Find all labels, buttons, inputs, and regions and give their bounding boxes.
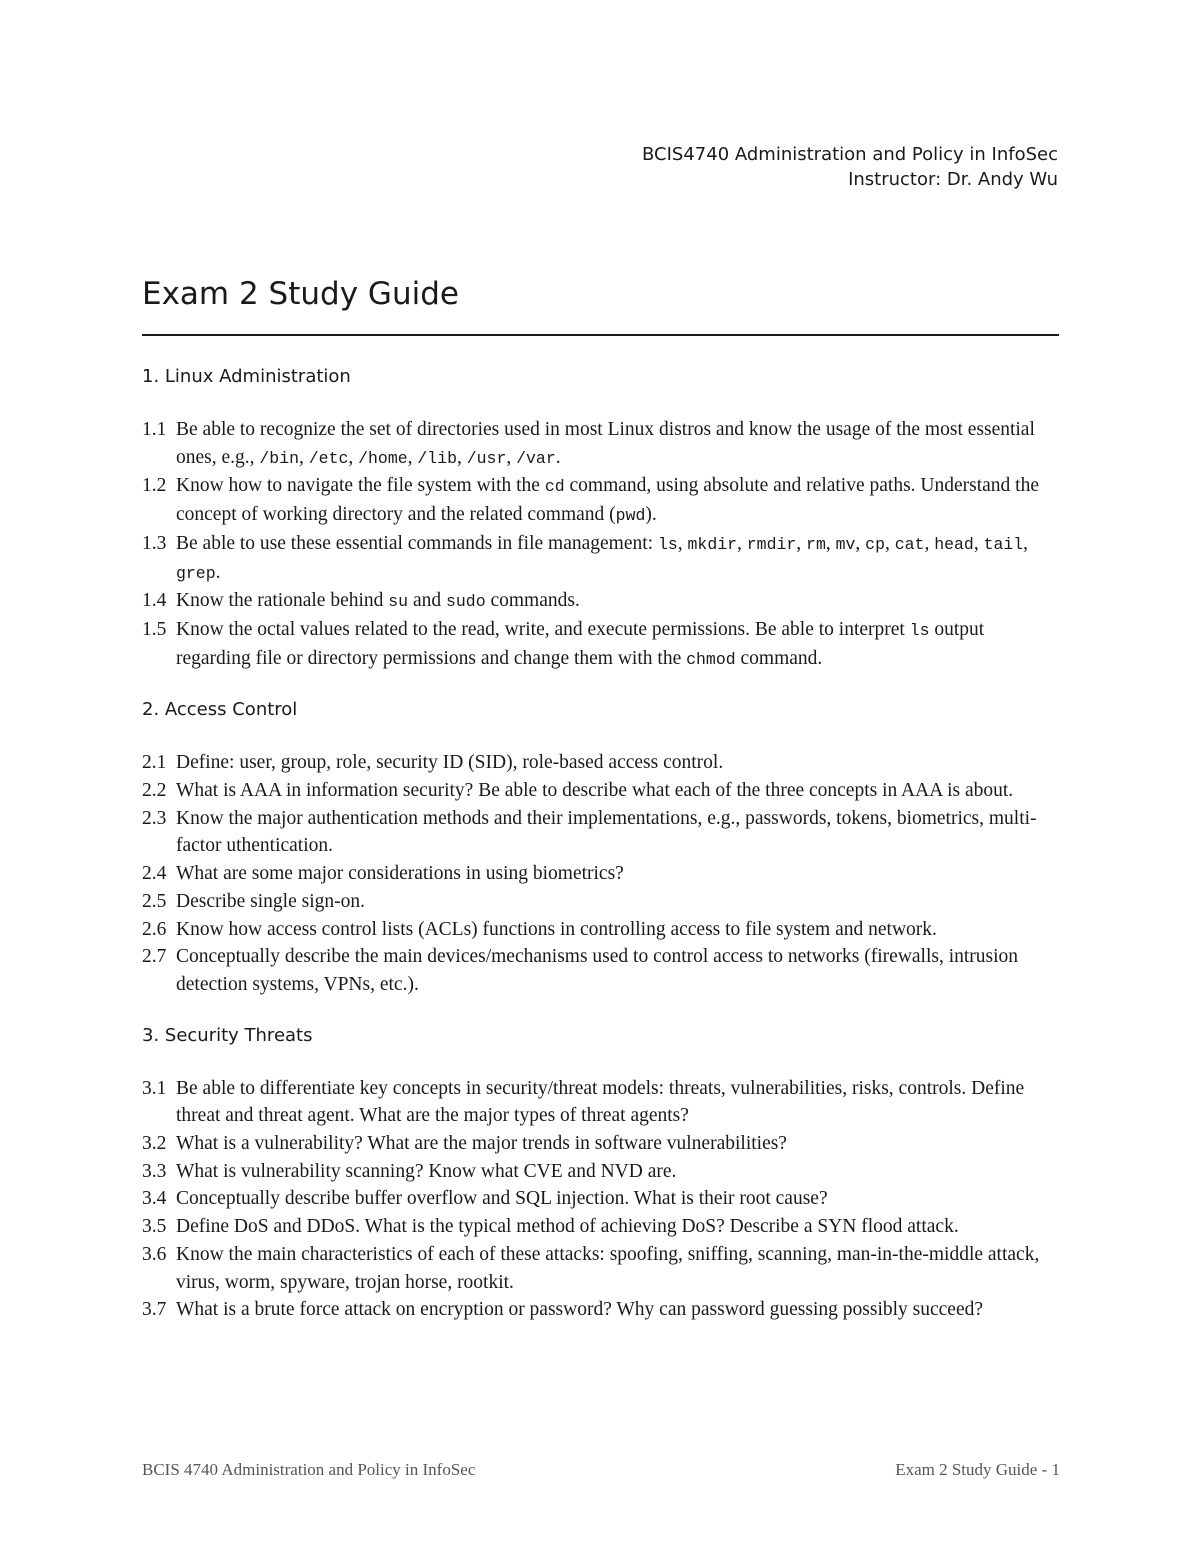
instructor-name: Instructor: Dr. Andy Wu: [848, 169, 1058, 190]
command-code: head: [934, 534, 974, 554]
command-code: grep: [176, 563, 216, 583]
item-text: [176, 587, 1062, 616]
command-code: cat: [894, 534, 925, 554]
item-text-run: Be able to use these essential commands in file management:: [176, 532, 658, 554]
item-number: 2.3: [142, 807, 167, 829]
item-text-run: Know how to navigate the file system with the: [176, 475, 545, 497]
list-item: [142, 1130, 1062, 1158]
item-number: 2.5: [142, 890, 167, 912]
list-item: [142, 1241, 1062, 1296]
command-code: rm: [806, 534, 826, 554]
page-header: [642, 142, 1058, 192]
list-item: [142, 587, 1062, 616]
item-number: 3.4: [142, 1188, 167, 1210]
command-code: chmod: [686, 649, 736, 669]
item-number: 3.6: [142, 1243, 167, 1265]
item-text-run: Know the octal values related to the read, write, and execute permissions. Be able to interpret: [176, 618, 910, 640]
command-code: ls: [909, 620, 930, 640]
list-item: [142, 1296, 1062, 1324]
item-text-run: ,: [506, 446, 517, 468]
item-text-run: ,: [973, 532, 984, 554]
item-text-run: Conceptually describe buffer overflow and SQL injection. What is their root cause?: [176, 1188, 828, 1210]
command-code: /etc: [308, 448, 349, 468]
command-code: /lib: [417, 448, 457, 468]
item-text-run: ,: [677, 532, 688, 554]
command-code: /usr: [466, 448, 507, 468]
item-number: 1.1: [142, 419, 167, 440]
command-code: cp: [865, 534, 885, 554]
list-item: [142, 916, 1062, 944]
item-text-run: Know the main characteristics of each of these attacks: spoofing, sniffing, scanning, man-in-the-middle attack, virus, worm, spyware, trojan horse, rootkit.: [176, 1243, 1040, 1293]
list-item: [142, 1213, 1062, 1241]
item-text-run: ,: [796, 532, 807, 554]
item-text-run: .: [555, 446, 561, 468]
footer-page-label: Exam 2 Study Guide - 1: [895, 1460, 1060, 1479]
item-text-run: Define DoS and DDoS. What is the typical method of achieving DoS? Describe a SYN flood attack.: [176, 1216, 959, 1238]
course-title: BCIS4740 Administration and Policy in InfoSec: [642, 144, 1058, 165]
item-text-run: .: [215, 561, 221, 583]
item-text-run: ,: [348, 446, 359, 468]
command-code: mkdir: [687, 534, 738, 554]
item-number: 2.4: [142, 863, 167, 885]
list-item: [142, 1075, 1062, 1130]
item-text-run: Conceptually describe the main devices/mechanisms used to control access to networks (firewalls, intrusion detection systems, VPNs, etc.).: [176, 946, 1019, 995]
study-guide-content: [142, 362, 1062, 1346]
item-text-run: Know how access control lists (ACLs) functions in controlling access to file system and network.: [176, 918, 937, 940]
list-item: [142, 416, 1062, 472]
item-text: [176, 860, 1062, 888]
command-code: pwd: [615, 506, 646, 526]
item-number: 3.5: [142, 1216, 167, 1238]
item-text: [176, 916, 1062, 944]
item-text-run: ,: [457, 446, 467, 468]
item-number: 2.2: [142, 780, 167, 802]
item-text-run: Know the rationale behind: [176, 590, 389, 612]
title-divider: [142, 334, 1059, 336]
command-code: /var: [516, 448, 556, 468]
item-text-run: command, using absolute and relative paths. Understand the concept of working directory and the related command (: [176, 475, 1040, 526]
item-number: 3.3: [142, 1160, 167, 1182]
item-text: [176, 943, 1062, 998]
item-text: [176, 888, 1062, 916]
list-item: [142, 749, 1062, 777]
item-text: [176, 1158, 1062, 1186]
section-item-list: [142, 749, 1062, 998]
footer-course: BCIS 4740 Administration and Policy in InfoSec: [142, 1460, 476, 1479]
list-item: [142, 888, 1062, 916]
item-text-run: ,: [855, 532, 866, 554]
item-number: 2.6: [142, 918, 167, 940]
item-number: 3.1: [142, 1077, 167, 1099]
item-text-run: ,: [737, 532, 747, 554]
list-item: [142, 1158, 1062, 1186]
item-text: [176, 749, 1062, 777]
command-code: /home: [358, 448, 408, 468]
item-text: [176, 1213, 1062, 1241]
command-code: /bin: [259, 448, 300, 468]
item-text-run: What are some major considerations in using biometrics?: [176, 863, 624, 885]
item-text: [176, 472, 1062, 529]
item-text-run: ,: [884, 532, 895, 554]
command-code: su: [388, 592, 409, 612]
item-text-run: Define: user, group, role, security ID (SID), role-based access control.: [176, 752, 724, 774]
list-item: [142, 1185, 1062, 1213]
item-text-run: ).: [645, 504, 657, 526]
page-title: Exam 2 Study Guide: [142, 276, 459, 312]
item-text-run: ,: [1023, 532, 1029, 554]
item-text: [176, 616, 1062, 673]
command-code: tail: [983, 534, 1024, 554]
item-number: 2.1: [142, 752, 167, 774]
item-text-run: ,: [299, 446, 309, 468]
section-heading: 3. Security Threats: [142, 1024, 313, 1046]
item-text-run: Describe single sign-on.: [176, 890, 366, 912]
item-text-run: ,: [407, 446, 418, 468]
item-number: 1.4: [142, 590, 167, 612]
item-text: [176, 530, 1062, 587]
item-text: [176, 1241, 1062, 1296]
item-text: [176, 416, 1062, 472]
list-item: [142, 530, 1062, 587]
item-number: 3.7: [142, 1299, 167, 1321]
item-number: 1.3: [142, 532, 167, 554]
item-text-run: command.: [735, 647, 823, 669]
item-text: [176, 1075, 1062, 1130]
item-text-run: What is vulnerability scanning? Know what CVE and NVD are.: [176, 1160, 677, 1182]
item-number: 3.2: [142, 1133, 167, 1155]
command-code: mv: [835, 534, 856, 554]
command-code: rmdir: [746, 534, 797, 554]
command-code: cd: [544, 477, 565, 497]
item-number: 1.5: [142, 618, 167, 640]
item-number: 1.2: [142, 475, 167, 497]
item-text-run: commands.: [485, 590, 580, 612]
list-item: [142, 860, 1062, 888]
item-text-run: Know the major authentication methods and their implementations, e.g., passwords, tokens, biometrics, multi-factor uthentication.: [176, 807, 1037, 857]
item-text-run: and: [408, 590, 446, 612]
item-text-run: What is a vulnerability? What are the major trends in software vulnerabilities?: [176, 1133, 787, 1155]
list-item: [142, 943, 1062, 998]
list-item: [142, 777, 1062, 805]
item-text-run: ,: [924, 532, 935, 554]
command-code: sudo: [446, 592, 486, 612]
item-text: [176, 1130, 1062, 1158]
item-number: 2.7: [142, 946, 167, 968]
section-item-list: [142, 416, 1062, 673]
item-text-run: output regarding file or directory permissions and change them with the: [176, 618, 985, 669]
list-item: [142, 472, 1062, 529]
item-text-run: ,: [825, 532, 836, 554]
item-text: [176, 1296, 1062, 1324]
item-text: [176, 805, 1062, 860]
command-code: ls: [657, 534, 678, 554]
item-text: [176, 1185, 1062, 1213]
section-heading: 2. Access Control: [142, 699, 298, 721]
item-text-run: What is a brute force attack on encryption or password? Why can password guessing possibly succeed?: [176, 1299, 984, 1321]
item-text-run: Be able to recognize the set of directories used in most Linux distros and know the usage of the most essential ones, e.g.,: [176, 419, 1035, 468]
section-item-list: [142, 1075, 1062, 1324]
list-item: [142, 805, 1062, 860]
item-text-run: Be able to differentiate key concepts in security/threat models: threats, vulnerabilities, risks, controls. Define threat and threat agent. What are the major types of threat agents?: [176, 1077, 1025, 1127]
item-text-run: What is AAA in information security? Be able to describe what each of the three concepts in AAA is about.: [176, 780, 1014, 802]
item-text: [176, 777, 1062, 805]
list-item: [142, 616, 1062, 673]
section-heading: 1. Linux Administration: [142, 366, 351, 387]
